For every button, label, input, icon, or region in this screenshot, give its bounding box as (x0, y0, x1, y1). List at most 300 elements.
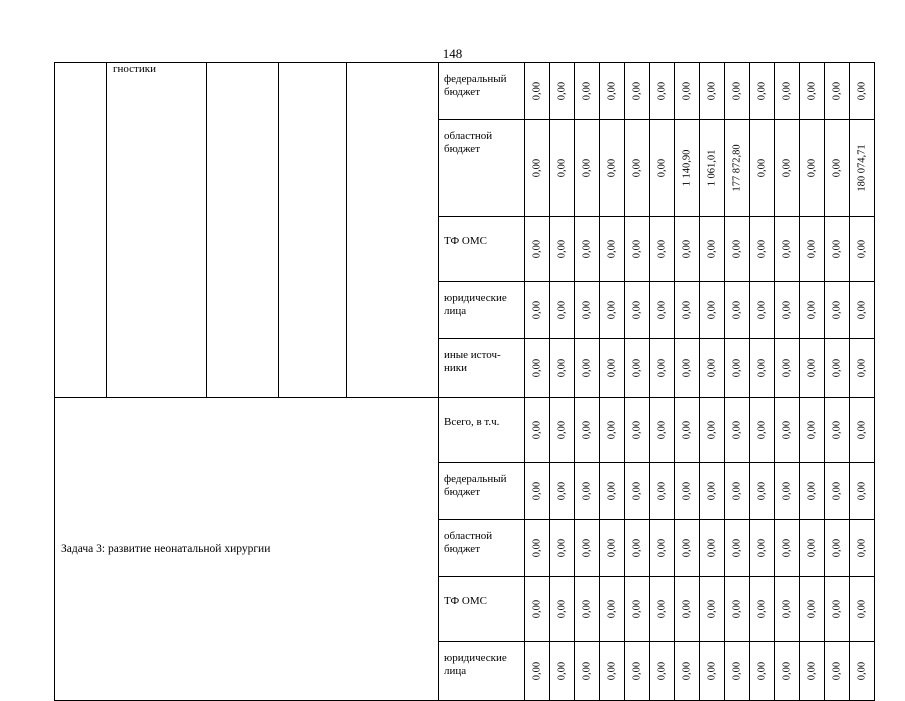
table-row (55, 398, 875, 463)
value-cell (625, 120, 650, 217)
value-text: 0,00 (756, 158, 768, 178)
value-text: 0,00 (606, 599, 618, 619)
value-text: 0,00 (581, 420, 593, 440)
table-row (55, 63, 875, 120)
value-text: 0,00 (756, 599, 768, 619)
value-cell (650, 398, 675, 463)
value-cell (575, 217, 600, 282)
value-text: 0,00 (756, 481, 768, 501)
value-text: 0,00 (631, 239, 643, 259)
measure-name-cell: гностики (107, 63, 207, 398)
value-text: 0,00 (781, 538, 793, 558)
value-text: 180 074,71 (856, 144, 868, 192)
value-cell (775, 577, 800, 642)
value-cell (750, 642, 775, 701)
value-text: 0,00 (631, 538, 643, 558)
value-text: 0,00 (681, 81, 693, 101)
value-cell (600, 120, 625, 217)
funding-source-cell: федеральный бюджет (439, 63, 525, 120)
value-cell (825, 339, 850, 398)
value-text: 0,00 (706, 300, 718, 320)
value-text: 0,00 (681, 661, 693, 681)
value-text: 0,00 (531, 481, 543, 501)
value-cell (850, 463, 875, 520)
value-cell (525, 463, 550, 520)
value-text: 0,00 (806, 481, 818, 501)
value-text: 0,00 (856, 358, 868, 378)
value-text: 0,00 (556, 81, 568, 101)
value-text: 0,00 (831, 538, 843, 558)
value-text: 0,00 (656, 420, 668, 440)
value-cell (625, 520, 650, 577)
value-cell (800, 120, 825, 217)
value-text: 0,00 (756, 538, 768, 558)
value-text: 0,00 (631, 81, 643, 101)
funding-source-cell: иные источ-ники (439, 339, 525, 398)
value-text: 0,00 (656, 599, 668, 619)
empty-cell (279, 63, 347, 398)
value-text: 0,00 (681, 538, 693, 558)
value-text: 0,00 (756, 358, 768, 378)
value-text: 0,00 (706, 481, 718, 501)
value-cell (600, 463, 625, 520)
value-text: 0,00 (831, 599, 843, 619)
value-text: 0,00 (731, 81, 743, 101)
funding-source-cell: ТФ ОМС (439, 217, 525, 282)
value-text: 0,00 (731, 661, 743, 681)
value-cell (850, 398, 875, 463)
value-text: 0,00 (606, 81, 618, 101)
value-text: 0,00 (756, 661, 768, 681)
value-cell (675, 463, 700, 520)
value-text: 0,00 (556, 158, 568, 178)
value-text: 0,00 (856, 81, 868, 101)
value-cell (825, 120, 850, 217)
value-cell (625, 463, 650, 520)
value-cell (775, 282, 800, 339)
value-cell (575, 282, 600, 339)
funding-source-cell: ТФ ОМС (439, 577, 525, 642)
value-text: 0,00 (631, 158, 643, 178)
value-cell (525, 217, 550, 282)
value-cell (725, 520, 750, 577)
value-text: 0,00 (606, 300, 618, 320)
value-text: 0,00 (556, 358, 568, 378)
value-cell (750, 463, 775, 520)
value-text: 0,00 (631, 599, 643, 619)
value-cell (625, 282, 650, 339)
value-text: 0,00 (806, 599, 818, 619)
value-text: 0,00 (606, 538, 618, 558)
value-text: 0,00 (731, 420, 743, 440)
value-cell (575, 642, 600, 701)
value-cell (725, 339, 750, 398)
value-text: 0,00 (556, 538, 568, 558)
value-cell (525, 398, 550, 463)
value-text: 0,00 (856, 538, 868, 558)
value-text: 0,00 (681, 358, 693, 378)
value-cell (800, 339, 825, 398)
value-cell (575, 120, 600, 217)
value-text: 0,00 (681, 300, 693, 320)
value-cell (575, 339, 600, 398)
value-text: 0,00 (731, 239, 743, 259)
value-text: 0,00 (606, 420, 618, 440)
value-cell (850, 217, 875, 282)
value-cell (725, 120, 750, 217)
value-text: 0,00 (606, 358, 618, 378)
value-text: 0,00 (756, 81, 768, 101)
value-text: 0,00 (581, 158, 593, 178)
value-text: 0,00 (831, 81, 843, 101)
value-text: 0,00 (656, 538, 668, 558)
value-text: 0,00 (806, 538, 818, 558)
budget-table (54, 62, 875, 701)
value-cell (850, 120, 875, 217)
value-cell (600, 339, 625, 398)
value-text: 0,00 (806, 81, 818, 101)
funding-source-cell: Всего, в т.ч. (439, 398, 525, 463)
value-cell (800, 63, 825, 120)
value-cell (600, 520, 625, 577)
value-text: 0,00 (706, 81, 718, 101)
value-cell (850, 282, 875, 339)
value-text: 0,00 (781, 420, 793, 440)
value-cell (650, 63, 675, 120)
value-cell (800, 398, 825, 463)
value-cell (725, 282, 750, 339)
value-cell (575, 398, 600, 463)
value-text: 0,00 (831, 158, 843, 178)
funding-source-cell: областной бюджет (439, 520, 525, 577)
value-cell (775, 463, 800, 520)
value-cell (650, 520, 675, 577)
empty-cell (55, 63, 107, 398)
value-text: 0,00 (631, 358, 643, 378)
value-cell (700, 120, 725, 217)
value-text: 0,00 (706, 538, 718, 558)
value-cell (600, 217, 625, 282)
value-text: 0,00 (706, 599, 718, 619)
value-cell (625, 339, 650, 398)
value-cell (550, 463, 575, 520)
value-cell (550, 577, 575, 642)
value-cell (675, 282, 700, 339)
value-text: 0,00 (581, 481, 593, 501)
value-cell (675, 339, 700, 398)
value-cell (675, 398, 700, 463)
value-cell (825, 282, 850, 339)
value-text: 0,00 (581, 300, 593, 320)
value-text: 0,00 (656, 300, 668, 320)
value-text: 0,00 (531, 420, 543, 440)
value-text: 0,00 (531, 358, 543, 378)
value-cell (625, 63, 650, 120)
value-cell (775, 339, 800, 398)
value-cell (550, 339, 575, 398)
value-text: 0,00 (531, 158, 543, 178)
value-cell (700, 217, 725, 282)
value-cell (700, 63, 725, 120)
value-cell (600, 642, 625, 701)
value-text: 0,00 (806, 300, 818, 320)
value-text: 0,00 (556, 661, 568, 681)
value-text: 0,00 (606, 661, 618, 681)
value-cell (750, 282, 775, 339)
value-text: 0,00 (856, 239, 868, 259)
value-text: 0,00 (706, 358, 718, 378)
value-cell (700, 339, 725, 398)
value-text: 0,00 (756, 300, 768, 320)
value-cell (825, 520, 850, 577)
value-text: 0,00 (556, 239, 568, 259)
value-cell (550, 642, 575, 701)
value-text: 0,00 (781, 599, 793, 619)
value-cell (725, 463, 750, 520)
value-cell (525, 339, 550, 398)
value-text: 0,00 (706, 661, 718, 681)
value-text: 0,00 (631, 300, 643, 320)
value-cell (625, 642, 650, 701)
value-text: 0,00 (706, 239, 718, 259)
value-text: 0,00 (781, 239, 793, 259)
value-text: 0,00 (706, 420, 718, 440)
value-text: 0,00 (606, 239, 618, 259)
value-text: 0,00 (856, 599, 868, 619)
value-cell (650, 642, 675, 701)
value-text: 0,00 (806, 158, 818, 178)
value-text: 0,00 (756, 420, 768, 440)
empty-cell (347, 63, 439, 398)
value-text: 0,00 (631, 661, 643, 681)
value-text: 1 140,90 (681, 149, 693, 187)
value-text: 0,00 (556, 599, 568, 619)
value-text: 0,00 (656, 358, 668, 378)
value-cell (650, 463, 675, 520)
value-cell (775, 63, 800, 120)
value-cell (675, 63, 700, 120)
value-cell (725, 63, 750, 120)
value-text: 0,00 (531, 300, 543, 320)
funding-source-cell: юридические лица (439, 282, 525, 339)
value-cell (725, 577, 750, 642)
value-cell (725, 642, 750, 701)
value-cell (525, 63, 550, 120)
value-text: 0,00 (831, 358, 843, 378)
value-text: 0,00 (681, 481, 693, 501)
value-cell (675, 217, 700, 282)
value-cell (650, 120, 675, 217)
value-text: 0,00 (781, 481, 793, 501)
value-cell (600, 63, 625, 120)
value-cell (775, 217, 800, 282)
value-text: 0,00 (731, 599, 743, 619)
value-cell (525, 120, 550, 217)
value-text: 0,00 (831, 300, 843, 320)
value-text: 0,00 (556, 420, 568, 440)
value-text: 0,00 (606, 158, 618, 178)
value-cell (800, 463, 825, 520)
value-cell (825, 217, 850, 282)
value-cell (750, 398, 775, 463)
value-text: 0,00 (731, 538, 743, 558)
value-text: 0,00 (531, 661, 543, 681)
value-text: 0,00 (581, 81, 593, 101)
value-text: 0,00 (856, 300, 868, 320)
value-cell (850, 63, 875, 120)
value-cell (650, 282, 675, 339)
value-text: 0,00 (531, 599, 543, 619)
value-text: 0,00 (631, 481, 643, 501)
value-cell (675, 642, 700, 701)
value-cell (650, 339, 675, 398)
value-cell (750, 217, 775, 282)
value-cell (825, 398, 850, 463)
value-text: 0,00 (856, 661, 868, 681)
value-text: 0,00 (581, 538, 593, 558)
value-cell (850, 577, 875, 642)
value-cell (700, 642, 725, 701)
value-cell (750, 520, 775, 577)
value-text: 0,00 (731, 481, 743, 501)
value-cell (700, 282, 725, 339)
value-cell (825, 463, 850, 520)
value-text: 0,00 (556, 481, 568, 501)
page-number: 148 (442, 46, 463, 61)
value-text: 0,00 (656, 158, 668, 178)
value-text: 0,00 (781, 358, 793, 378)
value-cell (725, 217, 750, 282)
value-cell (700, 577, 725, 642)
value-text: 0,00 (681, 420, 693, 440)
value-text: 0,00 (731, 358, 743, 378)
value-text: 0,00 (681, 599, 693, 619)
value-text: 0,00 (531, 81, 543, 101)
value-cell (750, 63, 775, 120)
value-cell (850, 339, 875, 398)
value-text: 0,00 (831, 481, 843, 501)
value-cell (750, 120, 775, 217)
value-cell (625, 217, 650, 282)
value-cell (675, 120, 700, 217)
value-text: 0,00 (581, 599, 593, 619)
value-text: 0,00 (856, 481, 868, 501)
value-cell (575, 63, 600, 120)
value-cell (800, 217, 825, 282)
value-text: 0,00 (531, 538, 543, 558)
value-cell (850, 642, 875, 701)
value-cell (675, 577, 700, 642)
value-text: 1 061,01 (706, 149, 718, 187)
value-cell (800, 520, 825, 577)
value-cell (600, 398, 625, 463)
value-text: 0,00 (806, 239, 818, 259)
value-cell (775, 520, 800, 577)
value-cell (600, 577, 625, 642)
value-text: 0,00 (806, 420, 818, 440)
value-cell (650, 217, 675, 282)
value-cell (625, 577, 650, 642)
value-text: 0,00 (806, 661, 818, 681)
value-cell (825, 642, 850, 701)
value-text: 0,00 (581, 239, 593, 259)
value-text: 0,00 (531, 239, 543, 259)
value-text: 0,00 (781, 158, 793, 178)
value-cell (750, 577, 775, 642)
value-cell (625, 398, 650, 463)
funding-source-cell: юридические лица (439, 642, 525, 701)
value-text: 0,00 (681, 239, 693, 259)
value-text: 0,00 (556, 300, 568, 320)
value-cell (700, 398, 725, 463)
value-cell (700, 463, 725, 520)
value-text: 177 872,80 (731, 144, 743, 192)
value-text: 0,00 (831, 239, 843, 259)
funding-source-cell: областной бюджет (439, 120, 525, 217)
value-text: 0,00 (831, 661, 843, 681)
value-cell (850, 520, 875, 577)
empty-cell (207, 63, 279, 398)
value-text: 0,00 (781, 300, 793, 320)
value-cell (550, 63, 575, 120)
value-cell (525, 577, 550, 642)
value-cell (725, 398, 750, 463)
value-cell (775, 120, 800, 217)
value-cell (550, 217, 575, 282)
value-text: 0,00 (781, 661, 793, 681)
value-cell (800, 282, 825, 339)
value-text: 0,00 (756, 239, 768, 259)
value-cell (650, 577, 675, 642)
value-cell (800, 577, 825, 642)
value-text: 0,00 (606, 481, 618, 501)
value-text: 0,00 (656, 239, 668, 259)
value-cell (550, 520, 575, 577)
value-cell (525, 642, 550, 701)
value-text: 0,00 (831, 420, 843, 440)
value-text: 0,00 (656, 661, 668, 681)
value-cell (550, 282, 575, 339)
value-cell (550, 120, 575, 217)
value-cell (600, 282, 625, 339)
value-cell (575, 463, 600, 520)
value-text: 0,00 (731, 300, 743, 320)
value-cell (700, 520, 725, 577)
value-cell (550, 398, 575, 463)
value-text: 0,00 (656, 81, 668, 101)
value-cell (750, 339, 775, 398)
value-cell (675, 520, 700, 577)
value-cell (525, 520, 550, 577)
value-cell (825, 63, 850, 120)
value-cell (575, 520, 600, 577)
value-cell (800, 642, 825, 701)
value-cell (825, 577, 850, 642)
value-cell (775, 398, 800, 463)
value-text: 0,00 (656, 481, 668, 501)
value-text: 0,00 (631, 420, 643, 440)
value-text: 0,00 (781, 81, 793, 101)
value-text: 0,00 (581, 661, 593, 681)
value-cell (775, 642, 800, 701)
value-cell (525, 282, 550, 339)
funding-source-cell: федеральный бюджет (439, 463, 525, 520)
value-text: 0,00 (856, 420, 868, 440)
value-text: 0,00 (806, 358, 818, 378)
task-label-cell: Задача 3: развитие неонатальной хирургии (55, 398, 439, 701)
value-cell (575, 577, 600, 642)
value-text: 0,00 (581, 358, 593, 378)
